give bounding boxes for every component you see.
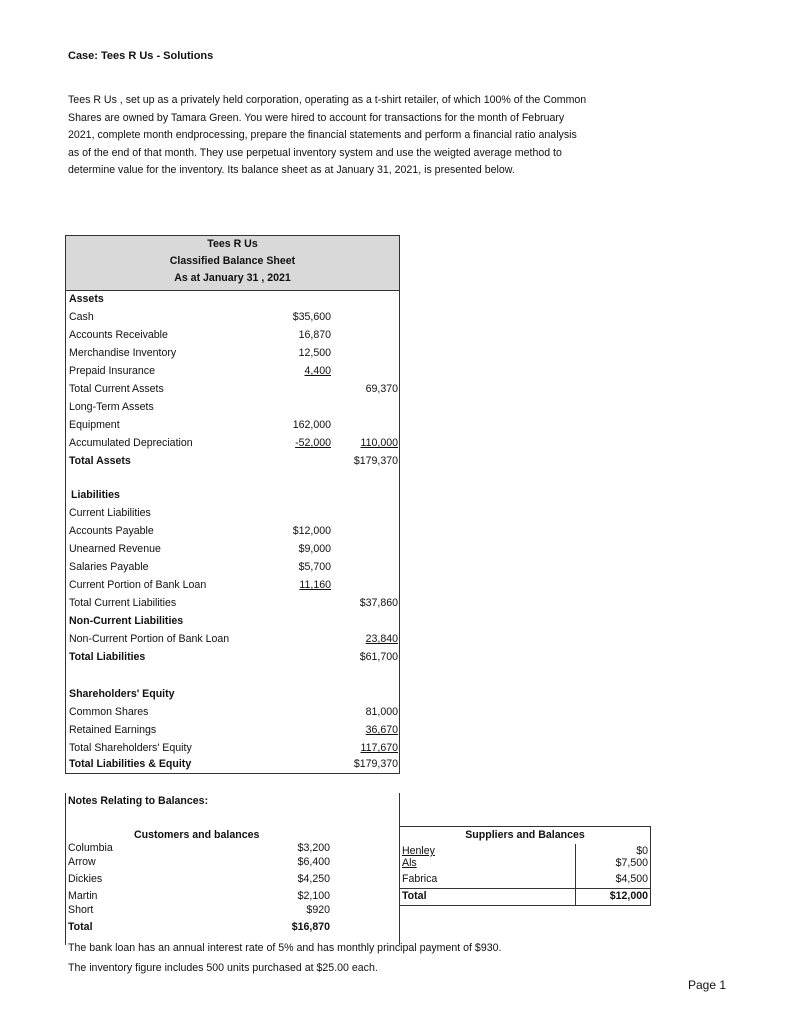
row-label: Total Liabilities & Equity <box>69 758 192 770</box>
customer-name: Dickies <box>68 873 103 885</box>
row-label: Current Portion of Bank Loan <box>69 579 207 591</box>
supplier-balance: $4,500 <box>615 873 648 885</box>
row-total: 36,670 <box>365 724 398 736</box>
suppliers-table <box>399 826 651 906</box>
customer-row <box>66 841 334 856</box>
row-total: $179,370 <box>353 455 398 467</box>
customer-row <box>66 855 334 870</box>
row-value: $35,600 <box>292 311 331 323</box>
row-total: 69,370 <box>365 383 398 395</box>
customer-balance: $6,400 <box>297 856 330 868</box>
row-merchandise-inventory <box>66 344 399 362</box>
notes-title: Notes Relating to Balances: <box>68 795 209 807</box>
customers-heading: Customers and balances <box>134 829 260 841</box>
row-label: Liabilities <box>71 489 120 501</box>
row-total: 117,670 <box>360 742 398 754</box>
intro-line: as of the end of that month. They use perpetual inventory system and use the weigted average method to <box>68 146 562 159</box>
suppliers-heading: Suppliers and Balances <box>465 829 585 841</box>
statement-date: As at January 31 , 2021 <box>174 272 291 284</box>
row-total-liabilities-equity <box>66 755 399 773</box>
row-value: -52,000 <box>295 437 331 449</box>
row-label: Total Liabilities <box>69 651 146 663</box>
row-total-liabilities <box>66 648 399 666</box>
intro-line: Shares are owned by Tamara Green. You were hired to account for transactions for the month of February <box>68 111 565 124</box>
supplier-total-label: Total <box>402 890 427 902</box>
customer-name: Martin <box>68 890 98 902</box>
case-title: Case: Tees R Us - Solutions <box>68 50 214 62</box>
supplier-total-row <box>400 888 650 904</box>
row-label: Total Assets <box>69 455 131 467</box>
row-total-assets <box>66 452 399 470</box>
customer-balance: $4,250 <box>297 873 330 885</box>
row-label: Accounts Receivable <box>69 329 168 341</box>
supplier-row <box>400 872 650 887</box>
row-total-current-assets <box>66 380 399 398</box>
row-assets <box>66 290 399 308</box>
row-long-term-assets <box>66 398 399 416</box>
company-name: Tees R Us <box>207 238 258 250</box>
customer-row <box>66 872 334 887</box>
supplier-name: Als <box>402 857 417 869</box>
row-value: $9,000 <box>298 543 331 555</box>
row-label: Long-Term Assets <box>69 401 154 413</box>
intro-line: Tees R Us , set up as a privately held corporation, operating as a t-shirt retailer, of which 100% of the Common <box>68 94 587 106</box>
supplier-row <box>400 856 650 871</box>
row-value: 11,160 <box>299 579 331 591</box>
customer-total-row <box>66 920 334 935</box>
customer-row <box>66 903 334 918</box>
row-label: Common Shares <box>69 706 149 718</box>
row-total: 81,000 <box>365 706 398 718</box>
row-label: Accounts Payable <box>69 525 154 537</box>
row-label: Shareholders' Equity <box>69 688 175 700</box>
intro-line: determine value for the inventory. Its balance sheet as at January 31, 2021, is presented below. <box>68 164 515 177</box>
row-value: 12,500 <box>298 347 331 359</box>
row-liabilities <box>66 486 399 504</box>
row-label: Assets <box>69 293 104 305</box>
row-common-shares <box>66 703 399 721</box>
row-label: Non-Current Liabilities <box>69 615 184 627</box>
customer-balance: $2,100 <box>297 890 330 902</box>
row-label: Equipment <box>69 419 120 431</box>
supplier-balance: $0 <box>636 845 648 857</box>
row-value: 162,000 <box>292 419 331 431</box>
row-label: Total Shareholders' Equity <box>69 742 192 754</box>
row-total: $37,860 <box>359 597 398 609</box>
row-unearned-revenue <box>66 540 399 558</box>
row-label: Total Current Assets <box>69 383 164 395</box>
row-non-current-liabilities <box>66 612 399 630</box>
row-total-current-liabilities <box>66 594 399 612</box>
intro-paragraph <box>68 92 668 180</box>
customer-name: Short <box>68 904 94 916</box>
row-total: 110,000 <box>360 437 398 449</box>
row-accumulated-depreciation <box>66 434 399 452</box>
row-prepaid-insurance <box>66 362 399 380</box>
page-number: Page 1 <box>688 978 727 992</box>
row-value: 4,400 <box>304 365 331 377</box>
row-non-current-bank-loan <box>66 630 399 648</box>
row-accounts-receivable <box>66 326 399 344</box>
row-equipment <box>66 416 399 434</box>
customer-name: Columbia <box>68 842 113 854</box>
row-label: Salaries Payable <box>69 561 149 573</box>
row-retained-earnings <box>66 721 399 739</box>
footnote-bank-loan: The bank loan has an annual interest rate of 5% and has monthly principal payment of $930. <box>68 942 502 954</box>
row-current-portion-bank-loan <box>66 576 399 594</box>
row-salaries-payable <box>66 558 399 576</box>
row-label: Accumulated Depreciation <box>69 437 193 449</box>
row-label: Retained Earnings <box>69 724 157 736</box>
row-label: Prepaid Insurance <box>69 365 155 377</box>
row-total: $179,370 <box>353 758 398 770</box>
statement-title: Classified Balance Sheet <box>169 255 296 267</box>
row-total: $61,700 <box>359 651 398 663</box>
customer-balance: $3,200 <box>297 842 330 854</box>
row-value: 16,870 <box>298 329 331 341</box>
row-value: $12,000 <box>292 525 331 537</box>
row-cash <box>66 308 399 326</box>
row-label: Non-Current Portion of Bank Loan <box>69 633 230 645</box>
row-label: Unearned Revenue <box>69 543 161 555</box>
customer-total-value: $16,870 <box>291 921 330 933</box>
customer-balance: $920 <box>306 904 330 916</box>
supplier-name: Henley <box>402 845 435 857</box>
footnote-inventory: The inventory figure includes 500 units purchased at $25.00 each. <box>68 962 378 974</box>
intro-line: 2021, complete month endprocessing, prepare the financial statements and perform a financial ratio analysis <box>68 129 577 142</box>
customer-name: Arrow <box>68 856 96 868</box>
row-current-liabilities <box>66 504 399 522</box>
row-label: Current Liabilities <box>69 507 151 519</box>
supplier-balance: $7,500 <box>615 857 648 869</box>
row-accounts-payable <box>66 522 399 540</box>
row-shareholders-equity <box>66 685 399 703</box>
supplier-total-value: $12,000 <box>609 890 648 902</box>
balance-sheet-header <box>66 236 399 291</box>
row-label: Merchandise Inventory <box>69 347 177 359</box>
customer-total-label: Total <box>68 921 93 933</box>
supplier-name: Fabrica <box>402 873 438 885</box>
row-label: Total Current Liabilities <box>69 597 177 609</box>
row-value: $5,700 <box>298 561 331 573</box>
row-total: 23,840 <box>365 633 398 645</box>
customer-row <box>66 889 334 904</box>
balance-sheet-table <box>65 235 400 774</box>
row-label: Cash <box>69 311 94 323</box>
